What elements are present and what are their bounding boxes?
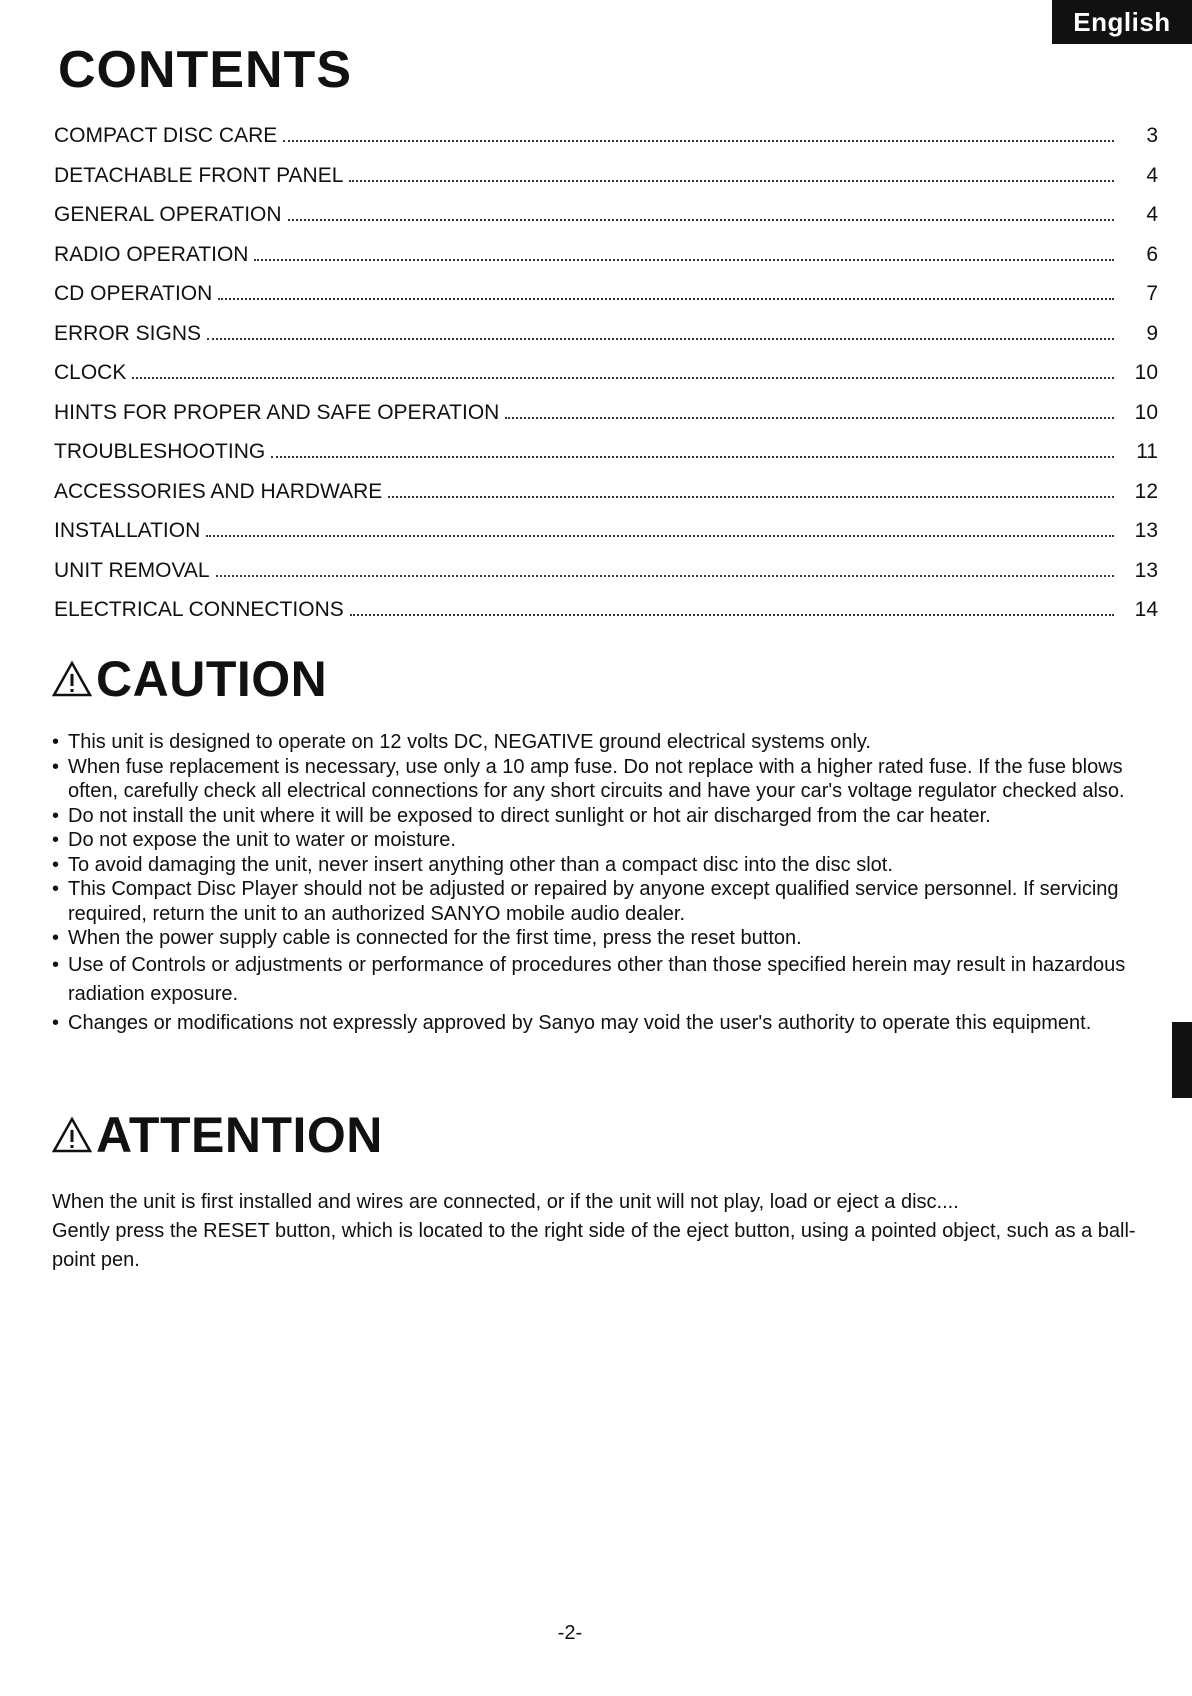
toc-entry bbox=[54, 124, 1158, 164]
toc-entry-page: 6 bbox=[1146, 242, 1158, 266]
toc-entry bbox=[54, 401, 1158, 441]
toc-leader-dots bbox=[207, 338, 1114, 340]
toc-entry-label: ACCESSORIES AND HARDWARE bbox=[54, 479, 383, 503]
toc-entry-page: 7 bbox=[1146, 282, 1158, 305]
toc-entry-label: ELECTRICAL CONNECTIONS bbox=[54, 598, 344, 621]
language-tab-english: English bbox=[1052, 0, 1192, 44]
attention-line: When the unit is first installed and wires are connected, or if the unit will not play, load or eject a disc.... bbox=[52, 1191, 959, 1213]
toc-leader-dots bbox=[288, 219, 1114, 221]
caution-item: • Do not expose the unit to water or moisture. bbox=[52, 828, 1152, 853]
toc-entry-label: DETACHABLE FRONT PANEL bbox=[54, 163, 344, 187]
toc-entry-page: 11 bbox=[1136, 440, 1158, 463]
toc-entry bbox=[54, 243, 1158, 283]
toc-entry bbox=[54, 559, 1158, 599]
toc-entry-label: CLOCK bbox=[54, 361, 127, 384]
toc-entry-page: 9 bbox=[1146, 321, 1158, 345]
caution-item: • When the power supply cable is connected for the first time, press the reset button. bbox=[52, 926, 1152, 951]
toc-entry-page: 10 bbox=[1134, 361, 1158, 384]
caution-title: CAUTION bbox=[96, 651, 328, 707]
toc-leader-dots bbox=[283, 140, 1114, 142]
toc-entry bbox=[54, 480, 1158, 520]
page-number: -2- bbox=[557, 1622, 583, 1644]
toc-entry-label: COMPACT DISC CARE bbox=[54, 124, 278, 147]
toc-leader-dots bbox=[254, 259, 1114, 261]
toc-entry-label: RADIO OPERATION bbox=[54, 242, 249, 266]
toc-entry-page: 13 bbox=[1134, 558, 1158, 582]
toc-leader-dots bbox=[350, 614, 1114, 616]
toc-leader-dots bbox=[218, 298, 1114, 300]
toc-entry bbox=[54, 598, 1158, 638]
toc-leader-dots bbox=[349, 180, 1114, 182]
toc-entry bbox=[54, 282, 1158, 322]
toc-entry bbox=[54, 164, 1158, 204]
attention-body bbox=[52, 1188, 1152, 1275]
toc-entry bbox=[54, 440, 1158, 480]
attention-heading bbox=[52, 1106, 383, 1164]
toc-entry bbox=[54, 519, 1158, 559]
toc-leader-dots bbox=[132, 377, 1114, 379]
caution-item: • Do not install the unit where it will be exposed to direct sunlight or hot air discharged from the car heater. bbox=[52, 804, 1152, 829]
caution-item: • Changes or modifications not expressly approved by Sanyo may void the user's authority to operate this equipment. bbox=[52, 1009, 1152, 1038]
toc-entry-page: 12 bbox=[1134, 479, 1158, 503]
section-edge-marker bbox=[1172, 1022, 1192, 1098]
warning-triangle-icon bbox=[52, 1116, 92, 1154]
toc-entry-page: 4 bbox=[1146, 163, 1158, 187]
toc-entry-page: 4 bbox=[1146, 203, 1158, 226]
attention-line: Gently press the RESET button, which is located to the right side of the eject button, using a pointed object, such as a ball-point pen. bbox=[52, 1220, 1136, 1271]
caution-list bbox=[52, 730, 1152, 1038]
contents-title: CONTENTS bbox=[58, 41, 352, 99]
caution-item: • When fuse replacement is necessary, use only a 10 amp fuse. Do not replace with a higher rated fuse. If the fuse blows often, carefully check all electrical connections for any short circuits and have your car's voltage regulator checked also. bbox=[52, 755, 1152, 804]
toc-leader-dots bbox=[271, 456, 1114, 458]
warning-triangle-icon bbox=[52, 660, 92, 698]
caution-item: • To avoid damaging the unit, never insert anything other than a compact disc into the disc slot. bbox=[52, 853, 1152, 878]
toc-entry-page: 3 bbox=[1146, 124, 1158, 147]
caution-item: • This unit is designed to operate on 12 volts DC, NEGATIVE ground electrical systems only. bbox=[52, 730, 1152, 755]
toc-entry-label: HINTS FOR PROPER AND SAFE OPERATION bbox=[54, 400, 500, 424]
toc-entry-label: ERROR SIGNS bbox=[54, 321, 202, 345]
toc-entry-label: UNIT REMOVAL bbox=[54, 558, 210, 582]
toc-entry bbox=[54, 322, 1158, 362]
attention-title: ATTENTION bbox=[96, 1107, 383, 1163]
toc-entry-label: TROUBLESHOOTING bbox=[54, 440, 266, 463]
caution-heading bbox=[52, 650, 327, 708]
caution-item: • Use of Controls or adjustments or performance of procedures other than those specified herein may result in hazardous radiation exposure. bbox=[52, 951, 1152, 1009]
toc-leader-dots bbox=[206, 535, 1114, 537]
toc-entry-page: 13 bbox=[1134, 519, 1158, 542]
toc-leader-dots bbox=[388, 496, 1114, 498]
toc-entry-label: CD OPERATION bbox=[54, 282, 213, 305]
caution-item: • This Compact Disc Player should not be adjusted or repaired by anyone except qualified service personnel. If servicing required, return the unit to an authorized SANYO mobile audio dealer. bbox=[52, 877, 1152, 926]
toc-leader-dots bbox=[505, 417, 1114, 419]
toc-leader-dots bbox=[216, 575, 1114, 577]
toc-entry-page: 10 bbox=[1134, 400, 1158, 424]
table-of-contents bbox=[54, 124, 1158, 638]
toc-entry-label: INSTALLATION bbox=[54, 519, 201, 542]
toc-entry bbox=[54, 361, 1158, 401]
toc-entry-page: 14 bbox=[1134, 598, 1158, 621]
toc-entry bbox=[54, 203, 1158, 243]
toc-entry-label: GENERAL OPERATION bbox=[54, 203, 282, 226]
